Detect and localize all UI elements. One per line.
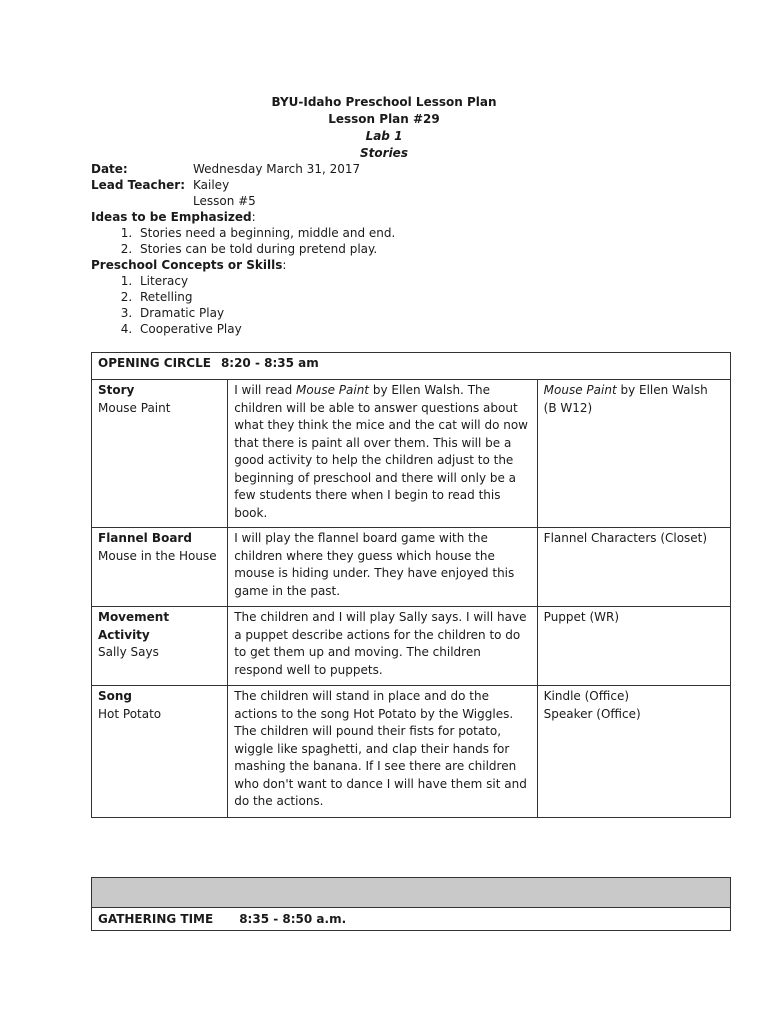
title-line-4: Stories — [360, 146, 408, 160]
teacher-label: Lead Teacher: — [91, 178, 185, 192]
description-cell: I will play the flannel board game with the children where they guess which house the mouse is hiding under. They have enjoyed this game in the past. — [228, 528, 537, 607]
table-row — [92, 380, 731, 528]
list-item: 1. Stories need a beginning, middle and end. — [136, 225, 691, 241]
table-row — [92, 607, 731, 686]
activity-label: Song — [98, 689, 133, 703]
ideas-list — [91, 225, 691, 257]
concepts-heading: Preschool Concepts or Skills: — [91, 258, 287, 272]
title-line-2: Lesson Plan #29 — [328, 112, 440, 126]
table-row — [92, 686, 731, 818]
date-row — [91, 161, 691, 177]
activity-name: Mouse in the House — [98, 548, 217, 563]
book-title: Mouse Paint — [296, 383, 370, 397]
description-cell: The children and I will play Sally says. I will have a puppet describe actions for the children to do to get them up and moving. The children respond well to puppets. — [228, 607, 537, 686]
date-label: Date: — [91, 162, 128, 176]
gathering-time-header: GATHERING TIME 8:35 - 8:50 a.m. — [92, 908, 731, 931]
title-line-1: BYU-Idaho Preschool Lesson Plan — [271, 95, 497, 109]
activity-label: Flannel Board — [98, 531, 192, 545]
table-row — [92, 528, 731, 607]
description-cell: I will read Mouse Paint by Ellen Walsh. The children will be able to answer questions about what they think the mice and the cat will do now that there is paint all over them. This will be a good activity to help the children adjust to the beginning of preschool and there will only be a few students there when I begin to read this book. — [228, 380, 537, 528]
activity-cell — [92, 380, 228, 528]
list-item: 2. Stories can be told during pretend play. — [136, 241, 691, 257]
list-item: 3. Dramatic Play — [136, 305, 691, 321]
materials-cell: Puppet (WR) — [537, 607, 730, 686]
materials-cell: Flannel Characters (Closet) — [537, 528, 730, 607]
activity-name: Hot Potato — [98, 706, 162, 721]
teacher-row — [91, 177, 691, 193]
shaded-header-bar — [92, 878, 731, 908]
concepts-list — [91, 273, 691, 337]
activity-name: Sally Says — [98, 645, 159, 659]
materials-cell: Kindle (Office) Speaker (Office) — [537, 686, 730, 818]
activity-cell — [92, 607, 228, 686]
list-item: 4. Cooperative Play — [136, 321, 691, 337]
lesson-meta — [91, 161, 691, 337]
activity-name: Mouse Paint — [98, 400, 171, 415]
materials-cell: Mouse Paint by Ellen Walsh (B W12) — [537, 380, 730, 528]
table-header-row — [92, 353, 731, 380]
list-item: 2. Retelling — [136, 289, 691, 305]
activity-label: Movement Activity — [98, 610, 170, 642]
activity-cell — [92, 528, 228, 607]
ideas-heading: Ideas to be Emphasized: — [91, 210, 256, 224]
activity-cell — [92, 686, 228, 818]
opening-circle-table — [91, 352, 731, 818]
activity-label: Story — [98, 383, 135, 397]
date-value: Wednesday March 31, 2017 — [193, 162, 361, 176]
lesson-row — [91, 193, 691, 209]
list-item: 1. Literacy — [136, 273, 691, 289]
lesson-number: Lesson #5 — [193, 194, 256, 208]
opening-circle-header: OPENING CIRCLE 8:20 - 8:35 am — [92, 353, 731, 380]
gathering-time-table — [91, 877, 731, 931]
title-line-3: Lab 1 — [365, 129, 403, 143]
document-title-block — [0, 94, 768, 162]
teacher-value: Kailey — [193, 178, 230, 192]
description-cell: The children will stand in place and do the actions to the song Hot Potato by the Wiggles. The children will pound their fists for potato, wiggle like spaghetti, and clap their hands for mashing the banana. If I see there are children who don't want to dance I will have them sit and do the actions. — [228, 686, 537, 818]
